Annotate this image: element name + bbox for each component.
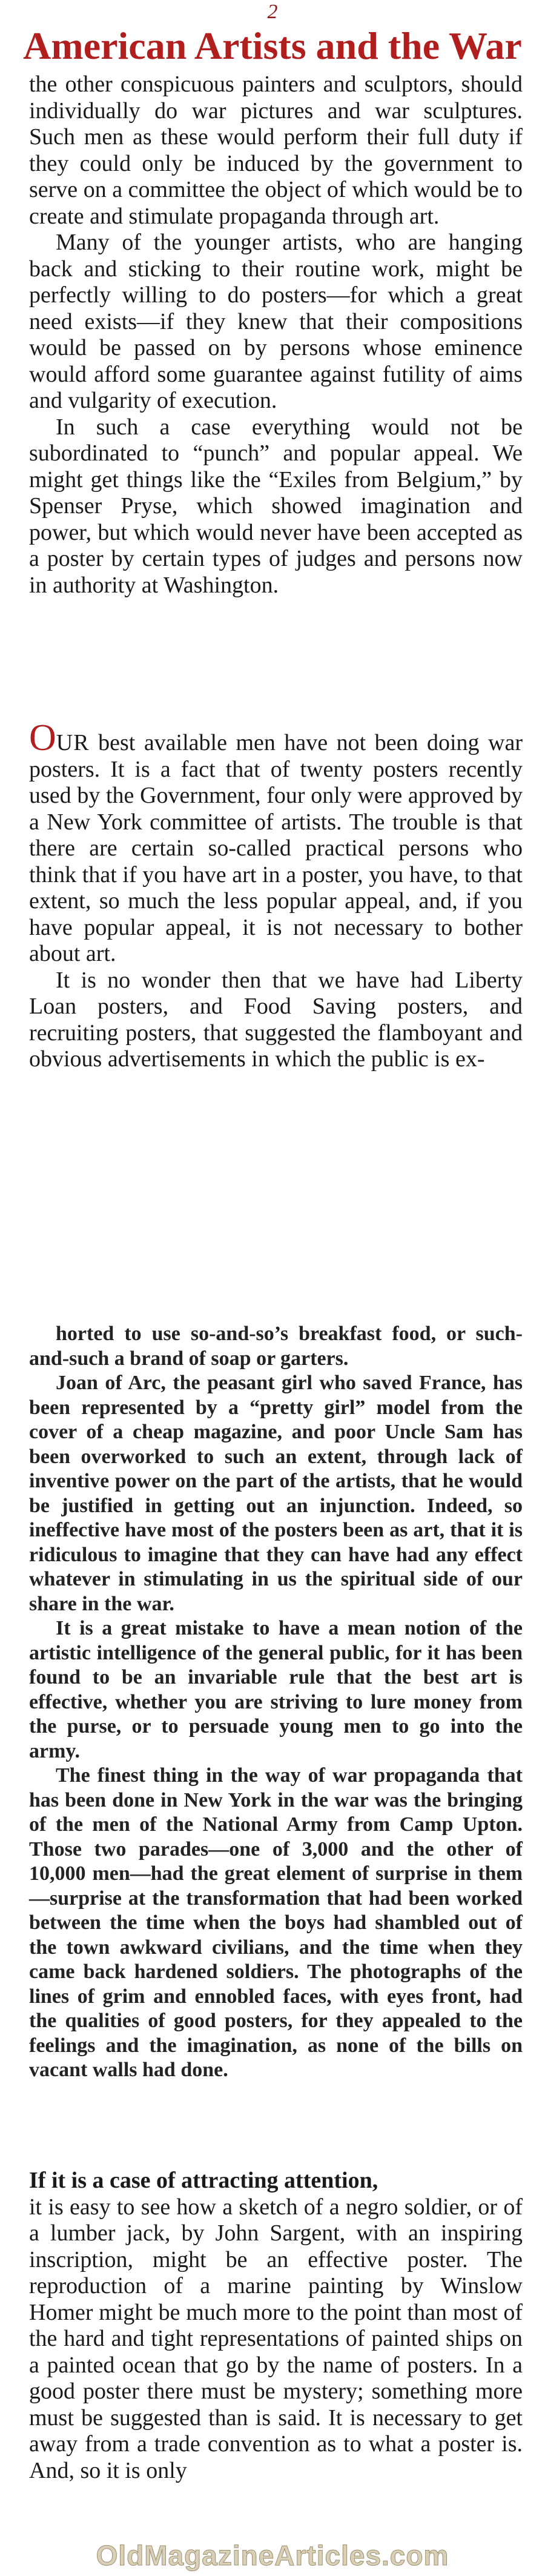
paragraph: If it is a case of attracting attention, — [29, 2168, 378, 2193]
article-section-posters — [29, 717, 523, 1073]
watermark-logo: OldMagazineArticles.com — [96, 2540, 449, 2571]
paragraph-text: best available men have not been doing war posters. It is a fact that of twenty posters recently used by the Government, four only were approved by a New York committee of artists. The trouble is that there are certain so-called practical persons who think that if you have art in a poster, you have, to that extent, so much the less popular appeal, and, if you have popular appeal, it is not necessary to bother about art. — [29, 730, 523, 966]
paragraph: Joan of Arc, the peasant girl who saved France, has been represented by a “pretty girl” model from the cover of a cheap magazine, and poor Uncle Sam has been overworked to such an extent, through lack of inventive power on the part of the artists, that he would be justified in getting out an injunction. Indeed, so ineffective have most of the posters been as art, that it is ridiculous to imagine that they can have had any effect whatever in stimulating in us the spiritual side of our share in the war. — [29, 1372, 523, 1615]
paragraph: Many of the younger artists, who are hanging back and sticking to their routine work, might be perfectly willing to do posters—for which a great need exists—if they knew that their compositions would be passed on by persons whose eminence would afford some guarantee against futility of aims and vulgarity of execution. — [29, 230, 523, 413]
paragraph — [29, 717, 523, 968]
paragraph: the other conspicuous painters and sculptors, should individually do war pictures and war sculptures. Such men as these would perform their full duty if they could only be induced by the government to serve on a committee the object of which would be to create and stimulate propaganda through art. — [29, 71, 523, 229]
paragraph: In such a case everything would not be subordinated to “punch” and popular appeal. We might get things like the “Exiles from Belgium,” by Spenser Pryse, which showed imagination and power, but which would never have been accepted as a poster by certain types of judges and persons now in authority at Washington. — [29, 414, 523, 598]
article-section-bold — [29, 1322, 523, 2083]
page-number: 2 — [267, 1, 278, 23]
article-headline: American Artists and the War — [23, 24, 522, 67]
paragraph: It is no wonder then that we have had Liberty Loan posters, and Food Saving posters, and recruiting posters, that suggested the flamboyant and obvious advertisements in which the public is ex- — [29, 967, 523, 1072]
paragraph: horted to use so-and-so’s breakfast food, or such-and-such a brand of soap or garters. — [29, 1323, 523, 1370]
paragraph: It is a great mistake to have a mean notion of the artistic intelligence of the general public, for it has been found to be an invariable rule that the best art is effective, whether you are striving to lure money from the purse, or to persuade young men to go into the army. — [29, 1617, 523, 1762]
paragraph: The finest thing in the way of war propaganda that has been done in New York in the war was the bringing of the men of the National Army from Camp Upton. Those two parades—one of 3,000 and the other of 10,000 men—had the great element of surprise in them—surprise at the transformation that had been worked between the time when the boys had shambled out of the town awkward civilians, and the time when they came back hardened soldiers. The photographs of the lines of grim and ennobled faces, with eyes front, had the qualities of good posters, for they appealed to the feelings and the imagination, as none of the bills on vacant walls had done. — [29, 1764, 523, 2081]
lead-caps: UR — [56, 730, 90, 755]
article-section-closing — [29, 2168, 523, 2484]
drop-cap: O — [29, 717, 56, 759]
paragraph: it is easy to see how a sketch of a negro soldier, or of a lumber jack, by John Sargent, with an inspiring inscription, might be an effective poster. The reproduction of a marine painting by Winslow Homer might be much more to the point than most of the hard and tight representations of painted ships on a painted ocean that go by the name of posters. In a good poster there must be mystery; something more must be suggested than is said. It is necessary to get away from a trade convention as to what a poster is. And, so it is only — [29, 2194, 523, 2483]
article-section-intro — [29, 71, 523, 599]
